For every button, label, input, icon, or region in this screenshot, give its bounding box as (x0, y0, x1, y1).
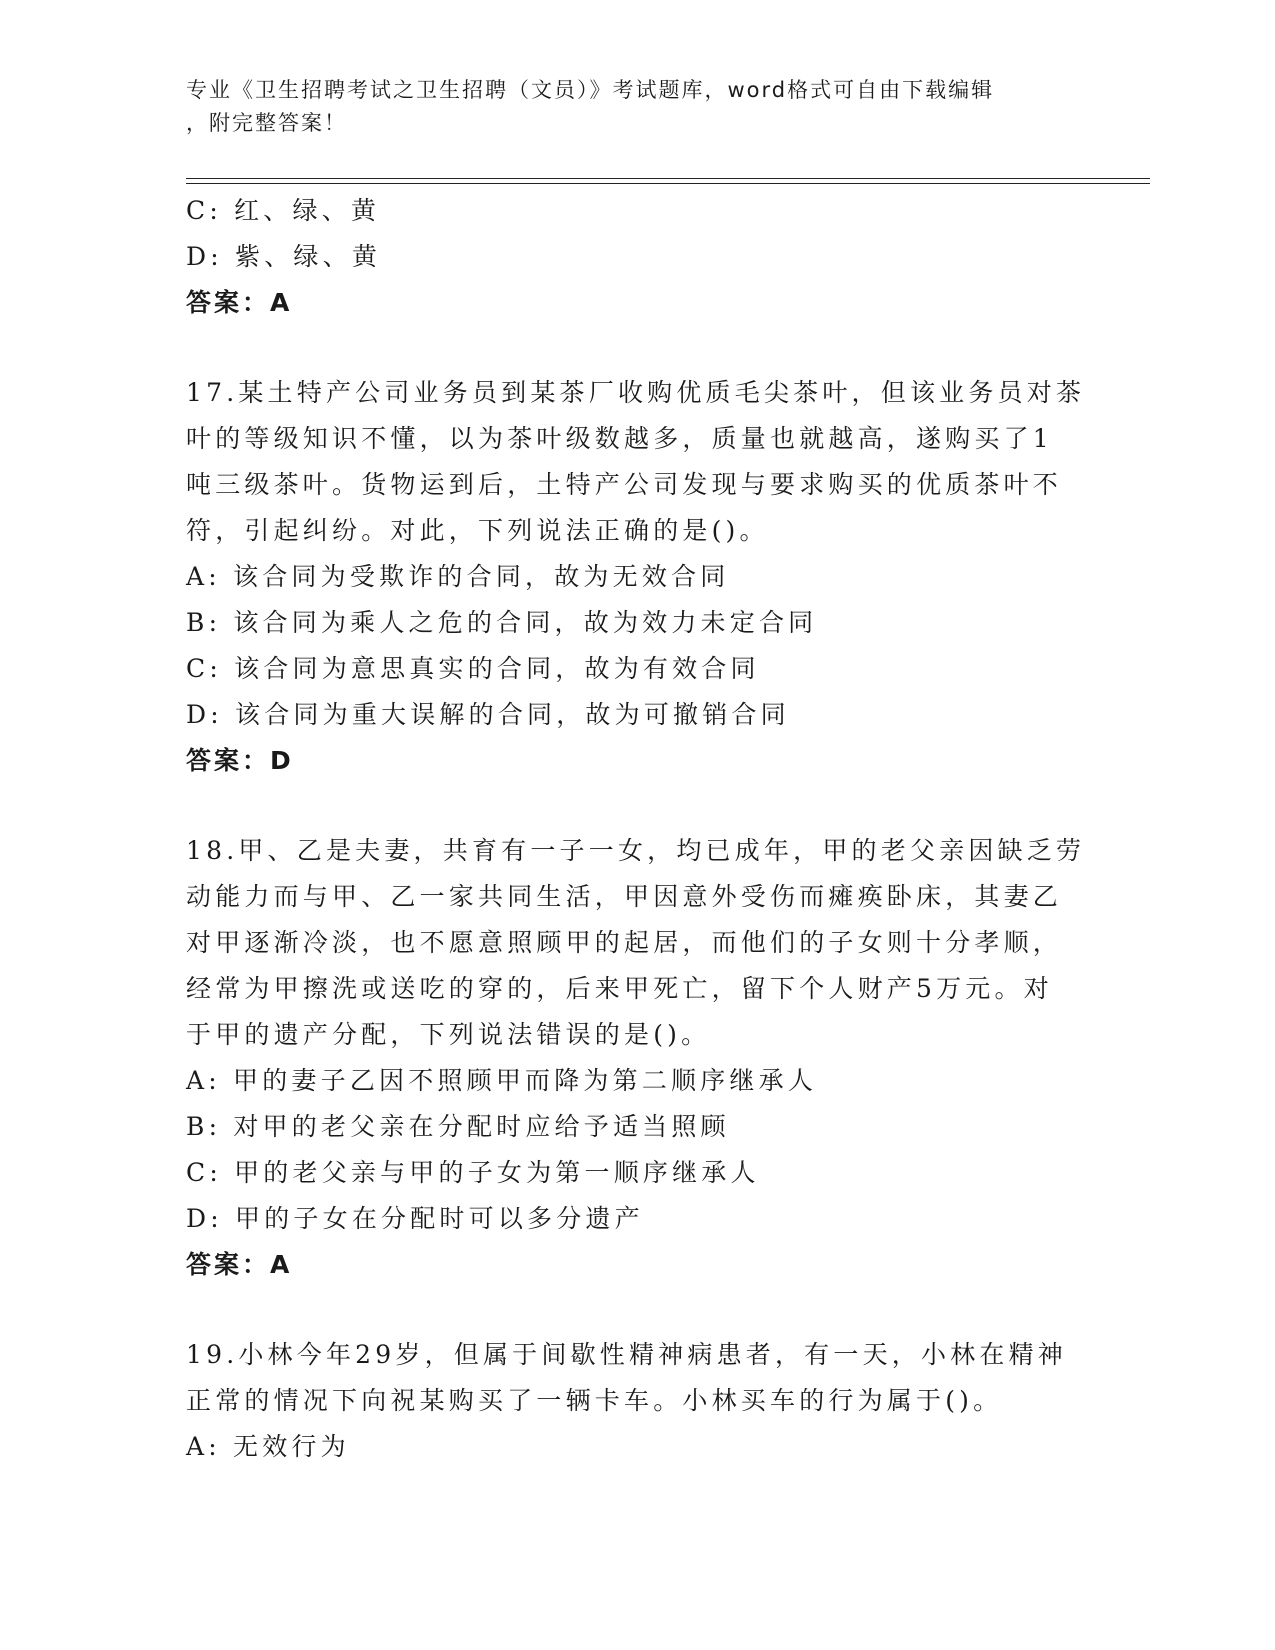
question-stem: 17.某土特产公司业务员到某茶厂收购优质毛尖茶叶，但该业务员对茶 叶的等级知识不懂，以为茶叶级数越多，质量也就越高，遂购买了1 吨三级茶叶。货物运到后，土特产公司发现与要求购买的优质茶叶不 符，引起纠纷。对此，下列说法正确的是()。 (186, 378, 1086, 545)
document-header: 专业《卫生招聘考试之卫生招聘（文员）》考试题库，word格式可自由下载编辑 ，附完整答案！ (186, 78, 995, 135)
question-18 (186, 828, 1086, 1288)
option-a: A: 甲的妻子乙因不照顾甲而降为第二顺序继承人 (186, 1066, 818, 1095)
question-17 (186, 370, 1086, 784)
option-c: C: 红、绿、黄 (186, 196, 381, 225)
option-b: B: 对甲的老父亲在分配时应给予适当照顾 (186, 1112, 730, 1141)
option-d: D: 甲的子女在分配时可以多分遗产 (186, 1204, 644, 1233)
answer-line: 答案：D (186, 746, 294, 775)
answer-line: 答案：A (186, 1250, 293, 1279)
option-a: A: 无效行为 (186, 1432, 350, 1461)
question-stem: 18.甲、乙是夫妻，共育有一子一女，均已成年，甲的老父亲因缺乏劳 动能力而与甲、乙一家共同生活，甲因意外受伤而瘫痪卧床，其妻乙 对甲逐渐冷淡，也不愿意照顾甲的起居，而他们的子女则十分孝顺， 经常为甲擦洗或送吃的穿的，后来甲死亡，留下个人财产5万元。对 于甲的遗产分配，下列说法错误的是()。 (186, 836, 1086, 1049)
option-d: D: 紫、绿、黄 (186, 242, 382, 271)
question-stem: 19.小林今年29岁，但属于间歇性精神病患者，有一天，小林在精神 正常的情况下向祝某购买了一辆卡车。小林买车的行为属于()。 (186, 1340, 1067, 1415)
option-b: B: 该合同为乘人之危的合同，故为效力未定合同 (186, 608, 818, 637)
header-rule-thick (186, 183, 1150, 184)
answer-line: 答案：A (186, 288, 293, 317)
header-rule-thin (186, 178, 1150, 179)
prev-question-block (186, 188, 1086, 326)
option-d: D: 该合同为重大误解的合同，故为可撤销合同 (186, 700, 790, 729)
option-c: C: 该合同为意思真实的合同，故为有效合同 (186, 654, 760, 683)
option-a: A: 该合同为受欺诈的合同，故为无效合同 (186, 562, 730, 591)
question-19 (186, 1332, 1086, 1470)
question-content (186, 188, 1086, 1470)
option-c: C: 甲的老父亲与甲的子女为第一顺序继承人 (186, 1158, 760, 1187)
